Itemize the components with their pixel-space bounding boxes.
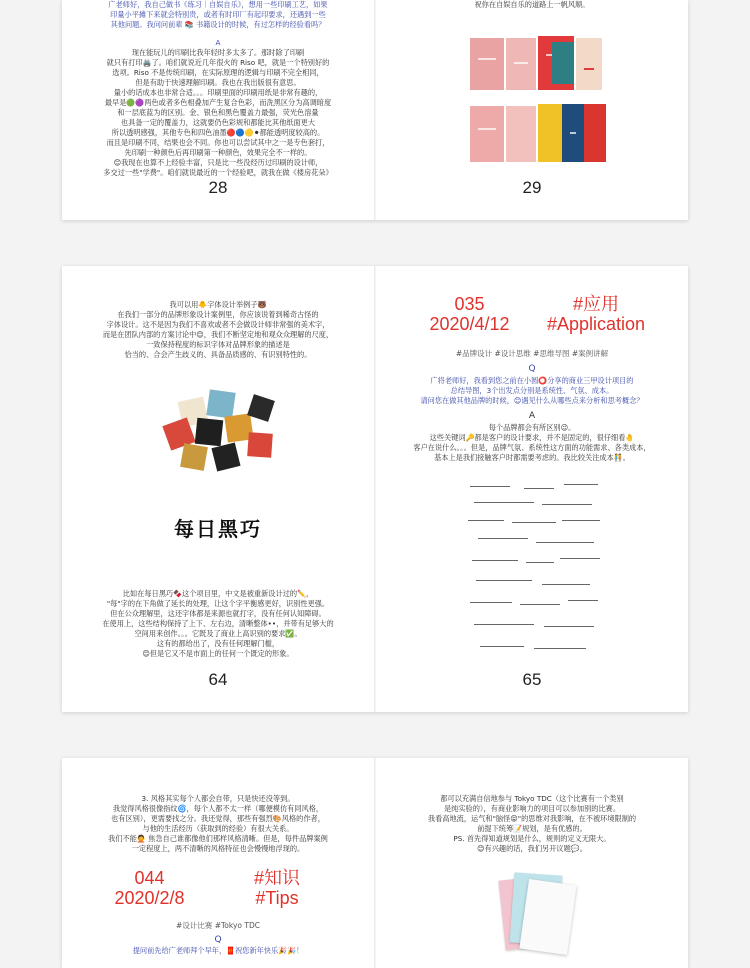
print-sample-red-2 [584,104,606,162]
package-blue [206,389,235,418]
print-sample-teal [552,42,574,84]
answer-label: A [528,411,536,421]
print-sample-cream [576,38,602,90]
entry-date: 2020/4/12 [429,314,510,334]
entry-number: 044 [134,868,165,888]
topic-tags: #品牌设计 #设计思维 #思维导图 #案例讲解 [455,349,609,358]
category-tag-en: #Application [546,314,646,334]
print-sample-yellow [538,104,562,162]
print-sample-pink-3 [470,106,504,162]
answer-text: 现在能玩儿的印刷比我年轻时多太多了。那时除了印刷 就只有打印🖨️了。咱们就说近几年很火的 Riso 吧，就是一个特别好的 选项。Riso 不是传统印刷，在实际原理的逻辑与印刷不完全相同， 但是有助于快速理解印刷。我也在我出版很有意思。 量小的话成本也非常合适。。。印刷里面的印刷用纸是非常有趣的， 最早是🟢🟣两色或者多色相叠加产生复合色彩，而洗黑区分为高调暗度 和一层底蓝为的区别。金、银色和黑色覆盖力最强，荧光色溶量 也具备一定的覆盖力，这就要仍色彩规和都能比其他纸面更大 所以透明感强，其他专色和四色油墨🔴🔵🟡⚫都能透明度较高的。 而且是印刷不同，结果也会不同。你也可以尝试其中之一是专色套打， 先印刷一种颜色后再印刷第一种颜色，效果完全不一样的。 😊我现在也算不上经验丰富，只是比一些没经历过印刷的设计师， 多交过一些"学费"。咱们就说最近的一个经验吧，就我在做《楼房花朵》 [103,48,333,177]
page-spread-64-65 [62,266,688,712]
page-64 [62,266,374,712]
body-text: 都可以充满自信地参与 Tokyo TDC（这个比赛有一个类别 是纯实验的），有商业影响力的项目可以参加别的比赛。 我看高地流，运气和"脑怪😝"的思维对我影响，在不被环境限制的 前提下统筹📝规划，是有优感的。 PS. 首先得知道规划是什么，规则的定义无限大。 😊有兴趣的话，我们另开议题💬。 [427,794,637,853]
question-text: 广老师好，我自己做书《练习｜自娱自乐》，想用一些印刷工艺，如果 印量小平摊下来就会特别贵，或者有时印厂有起印要求，还遇到一些 其他问题。我问问前辈 📚 书籍设计的时候，有过怎样的经验看吗？ [108,0,328,29]
page-number: 65 [522,670,542,689]
page-right [376,758,688,968]
question-label: Q [528,364,536,374]
category-tag-en: #Tips [255,888,299,908]
package-dark [247,394,275,422]
answer-text: 每个品牌都会有所区别😉。 这些关键词🔑都是客户的设计要求，并不是固定的，很仔细看🤚 客户在说什么。。。但是，品牌气氛、系统性这方面的功能需求、各类成本， 基本上是我们接触客户时都需要考虑的。我比较关注成本🧑‍🤝‍🧑。 [413,423,651,462]
entry-date: 2020/2/8 [114,888,185,908]
intro-text: 我可以用🐥字体设计举例子🐻 在我们一部分的品牌形象设计案例里，你应该说着到稀奇古怪的 字体设计。这不是因为我们不喜欢或者不会做设计师非常强的美术字， 而是在团队内部的方案讨论中😊，我们不断坚定地和观众众理解的尺度， 一致保持程度的标识字体对品牌形象的描述是 恰当的、合会产生歧义的、具备品质感的、有识别特性的。 [102,300,334,359]
mind-map-sketch [464,480,604,660]
closing-text: 祝你在自娱自乐的道路上一帆风顺。 [474,0,590,9]
page-number: 28 [208,178,228,197]
question-text: 广将老师好，我看到您之前在小圆⭕分享的商业三甲设计项目的 总结导图，3个出发点分别是系统性、气氛、成本。 请问您在做其他品牌的时候，😊遇见什么从哪些点来分析和思考概念？ [420,376,644,405]
page-65 [376,266,688,712]
entry-number: 035 [454,294,485,314]
page-spread-bottom [62,758,688,968]
package-black [195,418,224,447]
print-sample-pink [470,38,504,90]
question-label: Q [214,935,222,945]
print-sample-pink-2 [506,38,536,90]
chocolate-packaging-photo [162,391,282,471]
page-28 [62,0,374,220]
competition-print-photo [496,870,576,960]
question-text: 提问前先给广老师拜个早年，🧧祝您新年快乐🎉🎉！ [132,946,304,955]
answer-label: A [215,38,221,47]
page-spread-28-29 [62,0,688,220]
page-number: 29 [522,178,542,197]
package-gold-2 [180,443,208,471]
body-text: 比如在每日黑巧🍫这个项目里，中文是被重新设计过的✏️， "每"字的在下角做了延长的处理，让这个字平衡感更好，识别性更强。 但在公众理解里，这还字体都是来源也就打字，没有任何认知障碍。 在使用上，这些结构保持了上下、左右边，清晰整体••，并带有足够大的 空间用来创作。。。它既及了商业上高识别的要求✅。 这有的都给出了，没有任何理解门槛， 😊但是它又不是市面上的任何一个既定的形象。 [102,589,334,658]
category-tag-cn: #应用 [572,294,619,314]
page-29 [376,0,688,220]
print-sample-navy [562,104,584,162]
package-black-2 [211,442,240,471]
topic-tags: #设计比赛 #Tokyo TDC [176,921,260,930]
category-tag-cn: #知识 [253,868,300,888]
page-left [62,758,374,968]
brand-wordmark: 每日黑巧 [174,517,262,541]
print-sheet-white [519,879,576,955]
riso-print-photo [468,32,608,167]
package-red-2 [247,432,273,458]
print-sample-pink-4 [506,106,536,162]
body-text: 3. 风格其实每个人都会自带，只是快还没等到。 我觉得风格很像指纹🌀，每个人都不太一样（哪便模仿有同风格， 也有区别），更需要找之分。我还觉得，那些有强烈🎨风格的作者， 与他的生活经历（获取到的经验）有很大关系。 我们不能🙅 焦急自己谁都像他们那样风格清晰。但是，每件品牌案例 一定程度上，两不清晰的风格特征也会慢慢地浮现的。 [108,794,328,853]
page-number: 64 [208,670,228,689]
